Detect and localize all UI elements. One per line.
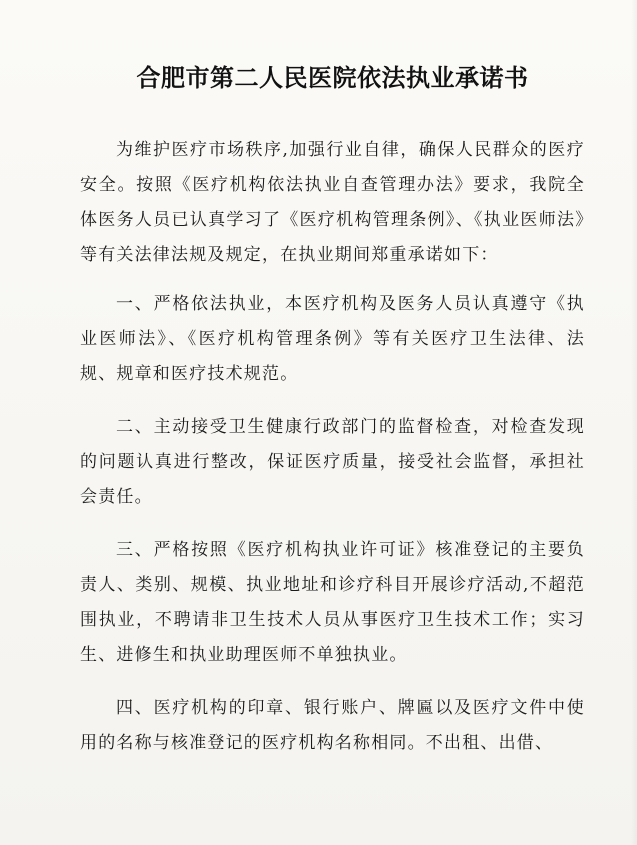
commitment-paragraph-3: 三、严格按照《医疗机构执业许可证》核准登记的主要负责人、类别、规模、执业地址和诊疗科目开展诊疗活动,不超范围执业，不聘请非卫生技术人员从事医疗卫生技术工作；实习生、进修生和执业助理医师不单独执业。 [80,540,585,665]
page-edge-shadow [631,0,637,845]
commitment-paragraph-2: 二、主动接受卫生健康行政部门的监督检查，对检查发现的问题认真进行整改，保证医疗质量，接受社会监督，承担社会责任。 [80,417,585,507]
intro-paragraph: 为维护医疗市场秩序,加强行业自律，确保人民群众的医疗安全。按照《医疗机构依法执业自查管理办法》要求，我院全体医务人员已认真学习了《医疗机构管理条例》、《执业医师法》等有关法律法规及规定，在执业期间郑重承诺如下： [80,140,585,265]
document-title: 合肥市第二人民医院依法执业承诺书 [136,64,529,92]
commitment-paragraph-1: 一、严格依法执业，本医疗机构及医务人员认真遵守《执业医师法》、《医疗机构管理条例》等有关医疗卫生法律、法规、规章和医疗技术规范。 [80,294,585,384]
commitment-paragraph-4: 四、医疗机构的印章、银行账户、牌匾以及医疗文件中使用的名称与核准登记的医疗机构名称相同。不出租、出借、 [80,698,585,753]
